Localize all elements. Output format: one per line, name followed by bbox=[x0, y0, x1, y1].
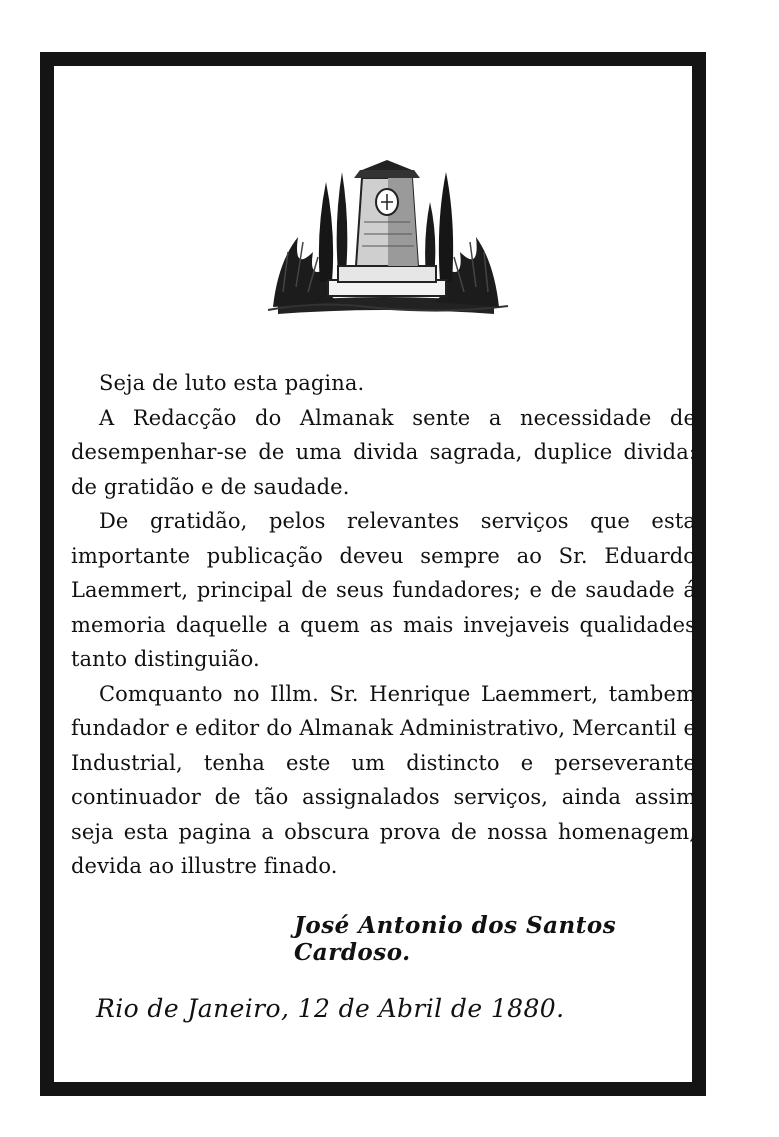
notice-body bbox=[71, 366, 696, 884]
notice-paragraph: A Redacção do Almanak sente a necessidade de desempenhar-se de uma divida sagrada, duplice divida: de gratidão e de saudade. bbox=[71, 405, 696, 499]
dateline: Rio de Janeiro, 12 de Abril de 1880. bbox=[96, 994, 565, 1023]
notice-paragraph: Comquanto no Illm. Sr. Henrique Laemmert, tambem fundador e editor do Almanak Administrativo, Mercantil e Industrial, tenha este um distincto e perseverante continuador de tão assignalados serviços, ainda assim seja esta pagina a obscura prova de nossa homenagem, devida ao illustre finado. bbox=[71, 681, 696, 878]
notice-paragraph: De gratidão, pelos relevantes serviços que esta importante publicação deveu sempre ao Sr. Eduardo Laemmert, principal de seus fundadores; e de saudade á memoria daquelle a quem as mais invejaveis qualidades tanto distinguião. bbox=[71, 509, 696, 671]
funerary-monument-icon bbox=[258, 142, 514, 318]
mourning-border-frame bbox=[40, 52, 706, 1096]
signature: José Antonio dos Santos Cardoso. bbox=[294, 912, 617, 966]
notice-paragraph: Seja de luto esta pagina. bbox=[99, 371, 365, 395]
